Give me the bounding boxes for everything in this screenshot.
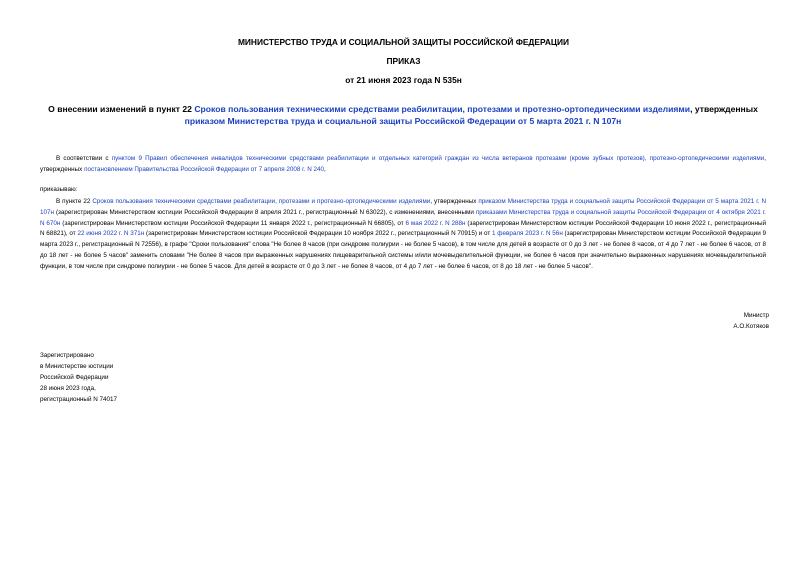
subject-prefix: О внесении изменений в пункт 22 (48, 104, 195, 114)
doc-type-heading: ПРИКАЗ (386, 56, 421, 66)
body-link-order-371n[interactable]: 22 июня 2022 г. N 371н (77, 230, 145, 238)
body-link-order-56n[interactable]: 1 февраля 2023 г. N 56н (492, 230, 563, 238)
body-link-order-670n[interactable]: приказами Министерства труда и социальной защиты Российской Федерации от 4 октября 2021 г. N 670н (40, 208, 766, 227)
body-text-6: (зарегистрирован Министерством юстиции Российской Федерации 10 ноября 2022 г., регистрационный N 70915) и от (144, 230, 493, 238)
document-subject (36, 103, 770, 127)
body-text-2: , утвержденных (430, 198, 479, 205)
registration-line: в Министерстве юстиции (40, 363, 114, 370)
preamble-link-rules[interactable]: пунктом 9 Правил обеспечения инвалидов техническими средствами реабилитации и отдельных категорий граждан из числа ветеранов протезами (кроме зубных протезов), протезно-ортопедическими изделиями (111, 155, 765, 162)
preamble-link-resolution[interactable]: постановлением Правительства Российской Федерации от 7 апреля 2008 г. N 240 (84, 165, 325, 173)
signature-name: А.О.Котяков (733, 323, 769, 330)
registration-line: Зарегистрировано (40, 352, 94, 359)
subject-mid: , утвержденных (690, 104, 758, 114)
body-link-order-288n[interactable]: 6 мая 2022 г. N 288н (405, 219, 466, 227)
body-text-1: В пункте 22 (56, 198, 93, 205)
body-text-5: (зарегистрирован Министерством юстиции Российской Федерации 10 июня 2022 г., регистрационный N 68821), от (40, 219, 767, 238)
preamble-text-1: В соответствии с (56, 155, 112, 162)
main-paragraph (40, 197, 766, 273)
body-text-4: (зарегистрирован Министерством юстиции Российской Федерации 11 января 2022 г., регистрационный N 66805), от (60, 219, 406, 227)
body-text-3: (зарегистрирован Министерством юстиции Российской Федерации 8 апреля 2021 г., регистрационный N 63022), с изменениями, внесенными (53, 208, 476, 216)
subject-link-order[interactable]: приказом Министерства труда и социальной защиты Российской Федерации от 5 марта 2021 г. N 107н (184, 116, 622, 126)
body-link-order-107n[interactable]: приказом Министерства труда и социальной защиты Российской Федерации от 5 марта 2021 г. N 107н (40, 198, 767, 216)
doc-date-heading: от 21 июня 2023 года N 535н (345, 75, 462, 85)
signature-position: Министр (743, 312, 769, 319)
body-text-7: (зарегистрирован Министерством юстиции Российской Федерации 9 марта 2023 г., регистрационный N 72556), в графе "Сроки пользования" слова "Не более 8 часов (при синдроме полиурии - не более 5 часов), в том числе для детей в возрасте от 0 до 3 лет - не более 8 часов, от 4 до 7 лет - не более 6 часов, от 8 до 18 лет - не более 5 часов" заменить словами "Не более 8 часов при выраженных нарушениях пищеварительной системы и/или мочевыделительной функции, не более 6 часов при значительно выраженных нарушениях мочевыделительной функции, в том числе при синдроме полиурии - не более 5 часов. Для детей в возрасте от 0 до 3 лет - не более 8 часов, от 4 до 7 лет - не более 6 часов, от 8 до 18 лет - не более 5 часов". (40, 230, 766, 270)
preamble-text-2: , утвержденных (40, 155, 766, 173)
ministry-heading: МИНИСТЕРСТВО ТРУДА И СОЦИАЛЬНОЙ ЗАЩИТЫ РОССИЙСКОЙ ФЕДЕРАЦИИ (237, 37, 570, 47)
preamble-paragraph (40, 154, 766, 176)
preamble-text-3: , (324, 165, 326, 173)
body-link-terms[interactable]: Сроков пользования техническими средствами реабилитации, протезами и протезно-ортопедическими изделиями (92, 198, 431, 205)
subject-link-terms[interactable]: Сроков пользования техническими средствами реабилитации, протезами и протезно-ортопедическими изделиями (194, 104, 691, 114)
registration-line: Российской Федерации (40, 374, 109, 381)
registration-line: 28 июня 2023 года, (40, 385, 96, 392)
order-word: приказываю: (40, 186, 78, 193)
registration-line: регистрационный N 74017 (40, 396, 118, 403)
